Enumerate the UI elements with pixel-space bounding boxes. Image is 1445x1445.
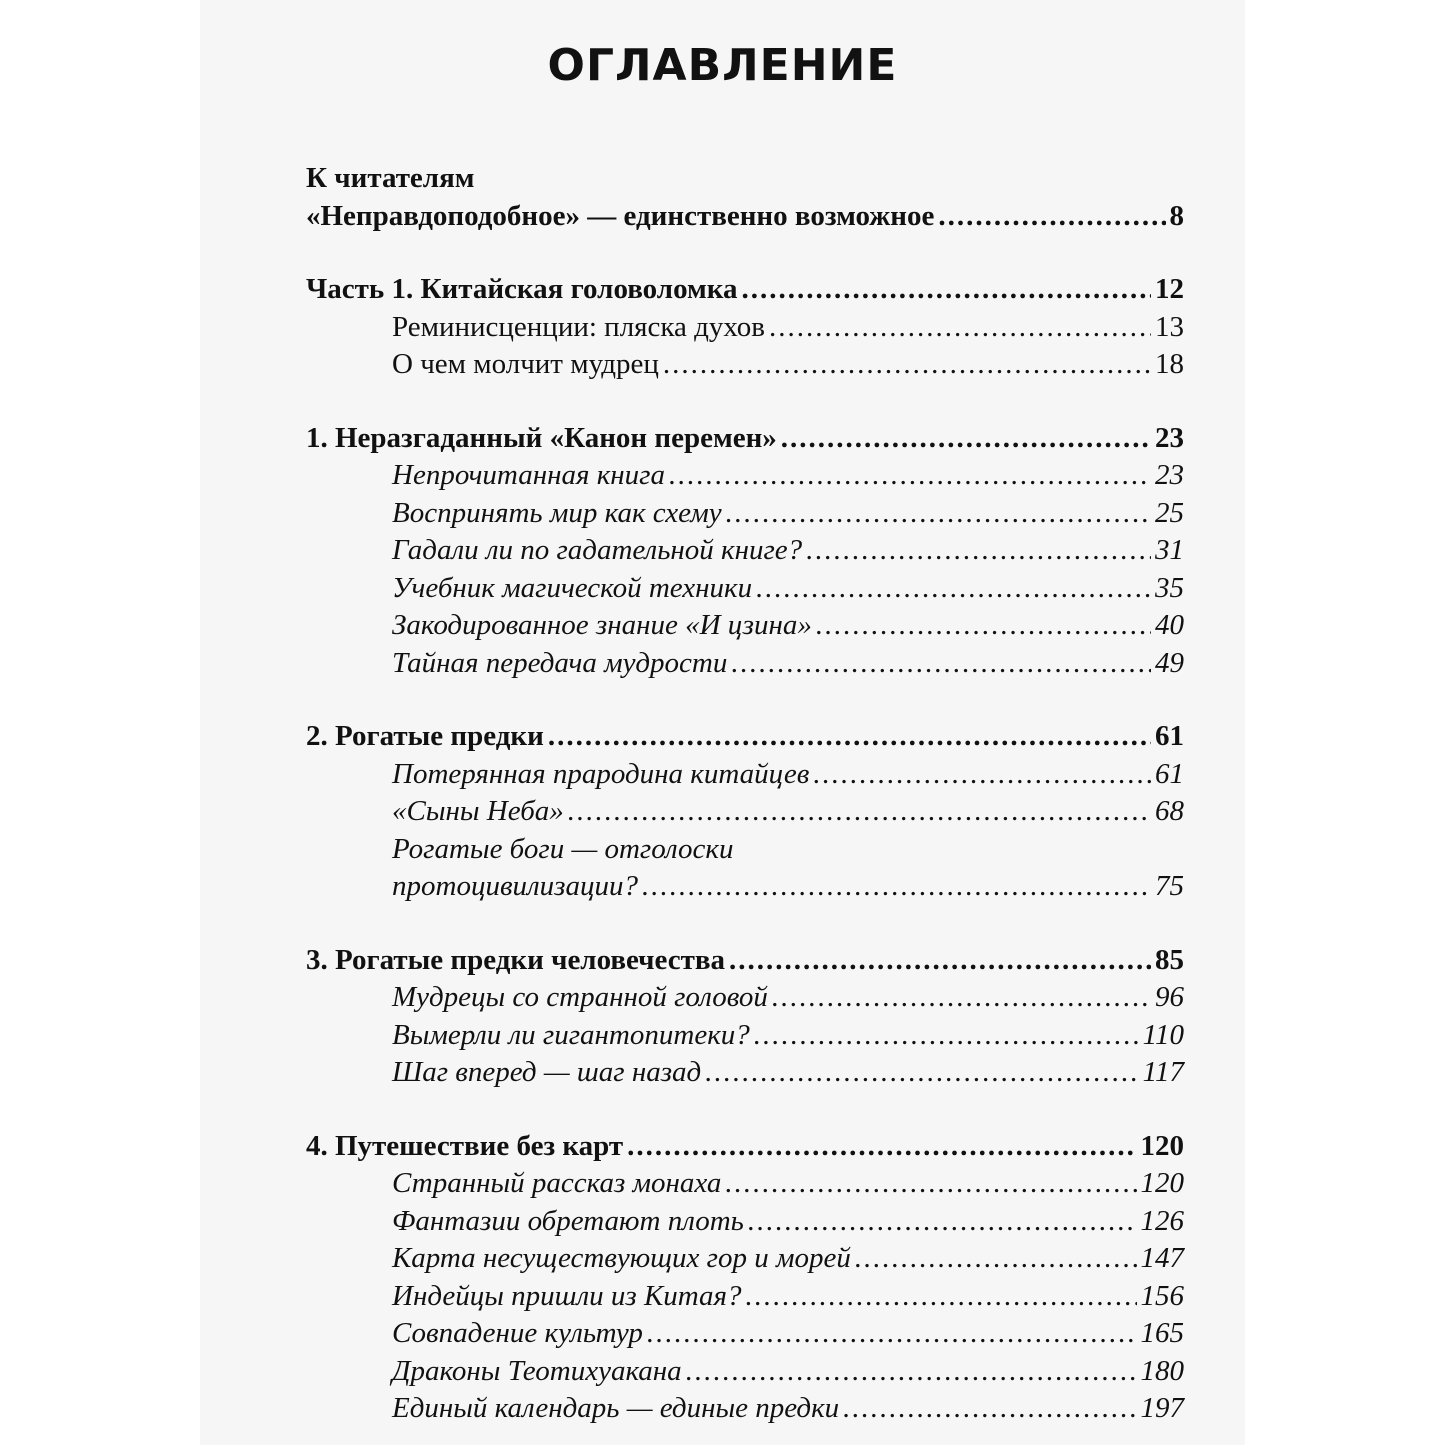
toc-subsection-entry[interactable] <box>306 1353 1184 1391</box>
toc-page-number: 117 <box>1142 1056 1184 1088</box>
toc-subsection-entry[interactable] <box>306 1054 1184 1092</box>
dot-leader <box>813 756 1151 794</box>
table-of-contents <box>306 160 1184 1428</box>
toc-page-number: 12 <box>1155 273 1184 305</box>
section-gap <box>306 384 1184 420</box>
toc-page-number: 49 <box>1155 646 1184 679</box>
dot-leader <box>729 942 1151 980</box>
toc-page-number: 165 <box>1140 1317 1184 1349</box>
toc-page-number: 35 <box>1155 571 1184 604</box>
toc-page-number: 68 <box>1155 795 1184 827</box>
toc-subsection-entry[interactable] <box>306 1278 1184 1316</box>
toc-entry-title: Мудрецы со странной головой <box>392 981 768 1013</box>
toc-page-number: 25 <box>1155 496 1184 529</box>
toc-subsection-entry[interactable] <box>306 346 1184 384</box>
toc-subsection-entry[interactable] <box>306 756 1184 794</box>
toc-entry-title: Рогатые боги — отголоски <box>392 832 734 865</box>
toc-subsection-entry[interactable] <box>306 1165 1184 1203</box>
dot-leader <box>705 1054 1138 1092</box>
toc-page-number: 18 <box>1155 348 1184 380</box>
dot-leader <box>806 532 1151 570</box>
toc-subsection-entry[interactable] <box>306 1315 1184 1353</box>
toc-entry-title: Гадали ли по гадательной книге? <box>392 534 803 566</box>
toc-subsection-entry[interactable] <box>306 570 1184 608</box>
toc-entry-title: 4. Путешествие без карт <box>306 1129 624 1162</box>
dot-leader <box>725 1165 1136 1203</box>
dot-leader <box>686 1353 1137 1391</box>
toc-entry-title: Шаг вперед — шаг назад <box>392 1056 702 1088</box>
toc-page-number: 40 <box>1155 609 1184 641</box>
toc-subsection-entry[interactable] <box>306 1203 1184 1241</box>
toc-page-number: 85 <box>1155 943 1184 976</box>
toc-page-number: 96 <box>1155 981 1184 1013</box>
toc-subsection-entry[interactable] <box>306 793 1184 831</box>
toc-subsection-entry[interactable] <box>306 607 1184 645</box>
dot-leader <box>742 271 1151 309</box>
dot-leader <box>756 570 1151 608</box>
dot-leader <box>816 607 1151 645</box>
toc-entry-title: Учебник магической техники <box>392 571 753 604</box>
toc-entry-title: Закодированное знание «И цзина» <box>392 609 812 641</box>
dot-leader <box>781 420 1151 458</box>
toc-section-entry[interactable] <box>306 271 1184 309</box>
toc-entry-title: Индейцы пришли из Китая? <box>392 1279 742 1312</box>
toc-subsection-entry[interactable] <box>306 831 1184 869</box>
toc-page-number: 120 <box>1140 1167 1184 1199</box>
toc-page-number: 13 <box>1155 310 1184 343</box>
toc-page-number: 23 <box>1155 459 1184 491</box>
dot-leader <box>647 1315 1137 1353</box>
toc-entry-title: «Неправдоподобное» — единственно возможное <box>306 199 935 232</box>
toc-section-entry[interactable] <box>306 160 1184 198</box>
dot-leader <box>938 198 1165 236</box>
toc-page-number: 61 <box>1155 720 1184 752</box>
toc-page-number: 147 <box>1140 1242 1184 1274</box>
toc-entry-title: К читателям <box>306 162 475 194</box>
toc-subsection-entry[interactable] <box>306 1390 1184 1428</box>
dot-leader <box>669 457 1151 495</box>
toc-entry-title: Единый календарь — единые предки <box>392 1392 840 1424</box>
toc-entry-title: 1. Неразгаданный «Канон перемен» <box>306 421 777 454</box>
toc-subsection-entry[interactable] <box>306 868 1184 906</box>
toc-entry-title: Непрочитанная книга <box>392 459 665 491</box>
dot-leader <box>548 718 1151 756</box>
toc-section-entry[interactable] <box>306 198 1184 236</box>
toc-section-entry[interactable] <box>306 942 1184 980</box>
toc-page-number: 61 <box>1155 757 1184 790</box>
toc-entry-title: протоцивилизации? <box>392 870 638 902</box>
dot-leader <box>642 868 1151 906</box>
dot-leader <box>748 1203 1137 1241</box>
toc-entry-title: Часть 1. Китайская головоломка <box>306 273 738 305</box>
toc-page-number: 8 <box>1169 199 1184 232</box>
toc-entry-title: Воспринять мир как схему <box>392 496 722 529</box>
dot-leader <box>769 309 1151 347</box>
toc-entry-title: 3. Рогатые предки человечества <box>306 943 726 976</box>
toc-section-entry[interactable] <box>306 718 1184 756</box>
toc-page-number: 110 <box>1142 1018 1184 1051</box>
toc-page-number: 75 <box>1155 870 1184 902</box>
toc-entry-title: Странный рассказ монаха <box>392 1167 722 1199</box>
section-gap <box>306 1092 1184 1128</box>
section-gap <box>306 682 1184 718</box>
toc-entry-title: Совпадение культур <box>392 1317 643 1349</box>
dot-leader <box>754 1017 1139 1055</box>
dot-leader <box>855 1240 1137 1278</box>
toc-page-number: 126 <box>1140 1204 1184 1237</box>
toc-entry-title: Фантазии обретают плоть <box>392 1204 744 1237</box>
toc-subsection-entry[interactable] <box>306 495 1184 533</box>
dot-leader <box>726 495 1151 533</box>
toc-entry-title: Потерянная прародина китайцев <box>392 757 810 790</box>
toc-subsection-entry[interactable] <box>306 1017 1184 1055</box>
toc-entry-title: Тайная передача мудрости <box>392 646 728 679</box>
toc-page-number: 197 <box>1140 1392 1184 1424</box>
toc-subsection-entry[interactable] <box>306 979 1184 1017</box>
toc-page-number: 156 <box>1140 1279 1184 1312</box>
toc-entry-title: Реминисценции: пляска духов <box>392 310 765 343</box>
section-gap <box>306 235 1184 271</box>
dot-leader <box>627 1128 1136 1166</box>
dot-leader <box>731 645 1151 683</box>
toc-entry-title: 2. Рогатые предки <box>306 720 544 752</box>
toc-entry-title: Вымерли ли гигантопитеки? <box>392 1018 750 1051</box>
toc-subsection-entry[interactable] <box>306 457 1184 495</box>
toc-entry-title: О чем молчит мудрец <box>392 348 659 380</box>
toc-subsection-entry[interactable] <box>306 309 1184 347</box>
toc-entry-title: Карта несуществующих гор и морей <box>392 1242 851 1274</box>
toc-subsection-entry[interactable] <box>306 1240 1184 1278</box>
toc-page-number: 31 <box>1155 534 1184 566</box>
toc-subsection-entry[interactable] <box>306 532 1184 570</box>
toc-entry-title: Драконы Теотихуакана <box>392 1354 682 1387</box>
dot-leader <box>746 1278 1137 1316</box>
section-gap <box>306 906 1184 942</box>
toc-entry-title: «Сыны Неба» <box>392 795 564 827</box>
toc-page-number: 120 <box>1140 1129 1184 1162</box>
page-title: ОГЛАВЛЕНИЕ <box>547 40 898 91</box>
dot-leader <box>772 979 1151 1017</box>
toc-page-number: 23 <box>1155 421 1184 454</box>
toc-section-entry[interactable] <box>306 420 1184 458</box>
dot-leader <box>663 346 1151 384</box>
dot-leader <box>568 793 1151 831</box>
toc-section-entry[interactable] <box>306 1128 1184 1166</box>
toc-page-number: 180 <box>1140 1354 1184 1387</box>
dot-leader <box>843 1390 1136 1428</box>
toc-subsection-entry[interactable] <box>306 645 1184 683</box>
